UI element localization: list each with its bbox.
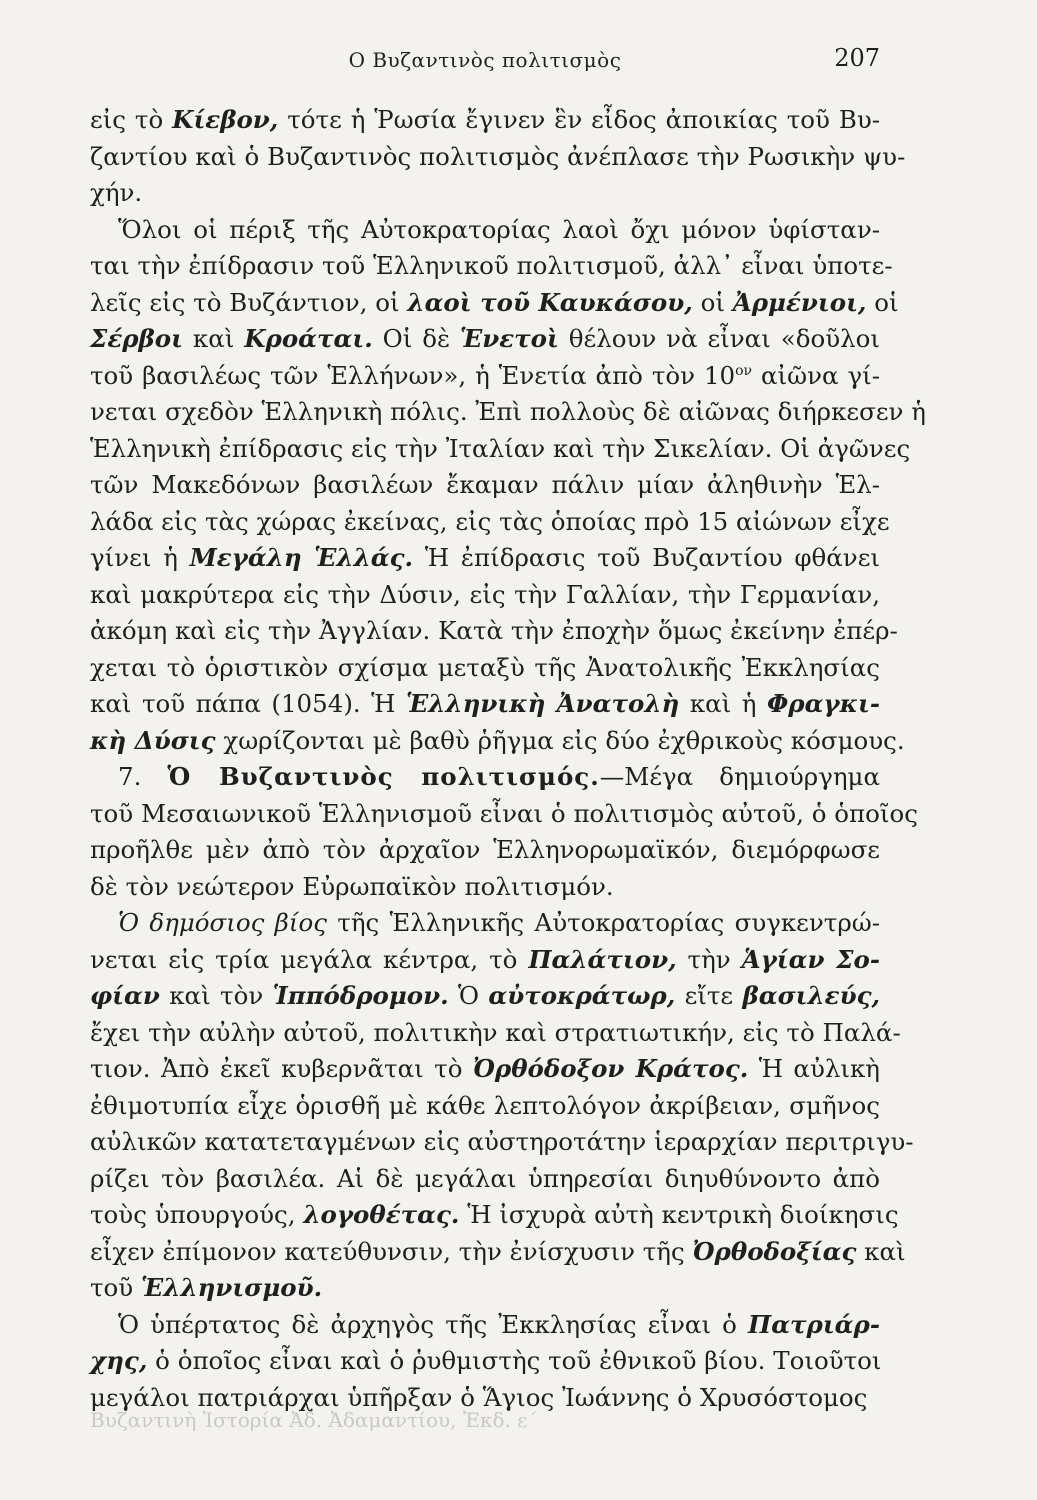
text-line	[90, 540, 880, 577]
text-line	[90, 1270, 880, 1307]
text-run: λεῖς εἰς τὸ Βυζάντιον, οἱ	[90, 287, 408, 317]
text-line	[90, 285, 899, 322]
text-line	[90, 1015, 901, 1052]
text-run: ἀκόμη καὶ εἰς τὴν Ἀγγλίαν. Κατὰ τὴν ἐποχὴν ὅμως ἐκείνην ἐπέρ-	[90, 616, 898, 645]
text-run: τοῦ	[90, 1273, 141, 1302]
text-run: τιον. Ἀπὸ ἐκεῖ κυβερνᾶται τὸ	[90, 1054, 473, 1083]
text-run: —Μέγα δημιούργημα	[599, 762, 880, 791]
text-run: ὁ ὁποῖος εἶναι καὶ ὁ ῥυθμιστὴς τοῦ ἐθνικοῦ βίου. Τοιοῦτοι	[147, 1346, 882, 1375]
emphasized-term: Ἑλληνισμοῦ.	[141, 1273, 323, 1302]
emphasized-term: Ἑνετοὶ	[460, 324, 559, 353]
text-line	[90, 832, 880, 869]
text-run: τῆς Ἑλληνικῆς Αὐτοκρατορίας συγκεντρώ-	[326, 908, 880, 937]
text-line	[90, 1343, 880, 1380]
emphasized-term: Κίεβον,	[172, 105, 279, 134]
text-run: εἴτε	[675, 981, 743, 1010]
text-line	[90, 212, 880, 249]
text-line	[90, 869, 880, 906]
text-line	[90, 613, 898, 650]
text-run: Ὅλοι οἱ πέριξ τῆς Αὐτοκρατορίας λαοὶ ὄχι μόνον ὑφίσταν-	[118, 214, 880, 244]
emphasized-term: αὐτοκράτωρ,	[488, 981, 676, 1010]
emphasized-term: βασιλεύς,	[742, 981, 881, 1010]
emphasized-term: Ὀρθοδοξίας	[692, 1236, 857, 1266]
text-line	[90, 905, 880, 942]
text-line	[90, 248, 893, 285]
text-line	[90, 577, 880, 614]
text-line	[90, 358, 880, 395]
text-line	[90, 504, 890, 541]
text-run: εἰς τὸ	[90, 105, 173, 134]
text-line	[90, 1197, 899, 1234]
text-run: 7.	[118, 762, 168, 791]
text-run: χήν.	[90, 178, 143, 207]
text-line	[90, 321, 880, 358]
text-run: ρίζει τὸν βασιλέα. Αἱ δὲ μεγάλαι ὑπηρεσίαι διηυθύνοντο ἀπὸ	[90, 1163, 880, 1193]
text-run: Ἡ αὐλικὴ	[748, 1054, 880, 1083]
text-run: αὐλικῶν κατατεταγμένων εἰς αὐστηροτάτην ἱεραρχίαν περιτριγυ-	[90, 1127, 914, 1156]
page-number: 207	[834, 44, 880, 72]
italic-term: Ὁ δημόσιος βίος	[118, 908, 327, 937]
text-line	[90, 102, 880, 139]
text-run: καὶ	[182, 324, 245, 353]
text-run: τὴν	[676, 944, 742, 974]
text-line	[90, 978, 880, 1015]
text-run: δὲ τὸν νεώτερον Εὐρωπαϊκὸν πολιτισμόν.	[90, 871, 614, 901]
emphasized-term: Σέρβοι	[90, 324, 183, 353]
text-line	[90, 1088, 880, 1125]
text-line	[90, 467, 880, 504]
text-run: ται τὴν ἐπίδρασιν τοῦ Ἑλληνικοῦ πολιτισμοῦ, ἀλλ᾽ εἶναι ὑποτε-	[90, 251, 893, 280]
emphasized-term: Παλάτιον,	[528, 944, 677, 974]
text-run: εἶχεν ἐπίμονον κατεύθυνσιν, τὴν ἐνίσχυσιν τῆς	[90, 1236, 693, 1266]
emphasized-term: Πατριάρ-	[748, 1309, 880, 1339]
text-run: προῆλθε μὲν ἀπὸ τὸν ἀρχαῖον Ἑλληνορωμαϊκόν, διεμόρφωσε	[90, 835, 880, 864]
text-run: νεται εἰς τρία μεγάλα κέντρα, τὸ	[90, 944, 529, 974]
text-line	[90, 1124, 914, 1161]
emphasized-term: φίαν	[90, 981, 160, 1010]
text-line	[90, 1161, 880, 1198]
emphasized-term: Ἁγίαν Σο-	[741, 944, 880, 974]
text-run: μεγάλοι πατριάρχαι ὑπῆρξαν ὁ Ἅγιος Ἰωάννης ὁ Χρυσόστομος	[90, 1382, 868, 1412]
text-run: τοῦ βασιλέως τῶν Ἑλλήνων», ἡ Ἑνετία ἀπὸ τὸν 10	[90, 360, 736, 390]
text-run: τότε ἡ Ῥωσία ἔγινεν ἓν εἶδος ἀποικίας τοῦ Βυ-	[278, 105, 880, 134]
emphasized-term: Ὀρθόδοξον Κράτος.	[472, 1054, 749, 1083]
emphasized-term: Ἀρμένιοι,	[732, 287, 867, 317]
text-run: Ἑλληνικὴ ἐπίδρασις εἰς τὴν Ἰταλίαν καὶ τὴν Σικελίαν. Οἱ ἀγῶνες	[90, 433, 911, 463]
text-line	[90, 394, 926, 431]
text-run: ζαντίου καὶ ὁ Βυζαντινὸς πολιτισμὸς ἀνέπλασε τὴν Ρωσικὴν ψυ-	[90, 141, 906, 171]
emphasized-term: Κροάται.	[244, 324, 373, 353]
emphasized-term: κὴ Δύσις	[90, 725, 216, 755]
emphasized-term: λαοὶ τοῦ Καυκάσου,	[407, 287, 693, 317]
text-run: λάδα εἰς τὰς χώρας ἐκείνας, εἰς τὰς ὁποίας πρὸ 15 αἰώνων εἶχε	[90, 506, 890, 536]
text-run: Ὁ	[448, 981, 489, 1010]
running-head	[90, 44, 880, 78]
text-line	[90, 686, 880, 723]
emphasized-term: Μεγάλη Ἑλλάς.	[189, 543, 414, 572]
text-run: νεται σχεδὸν Ἑλληνικὴ πόλις. Ἐπὶ πολλοὺς δὲ αἰῶνας διήρκεσεν ἡ	[90, 397, 926, 426]
text-run: καὶ τὸν	[159, 981, 273, 1010]
text-run: τῶν Μακεδόνων βασιλέων ἔκαμαν πάλιν μίαν ἀληθινὴν Ἑλ-	[90, 470, 880, 499]
text-run: Οἱ δὲ	[372, 324, 461, 353]
text-run: καὶ	[856, 1236, 906, 1266]
text-line	[90, 796, 918, 833]
superscript: ον	[735, 362, 753, 379]
text-run: οἱ	[692, 287, 733, 317]
section-heading: Ὁ Βυζαντινὸς πολιτισμός.	[167, 762, 600, 791]
text-run: Ὁ ὑπέρτατος δὲ ἀρχηγὸς τῆς Ἐκκλησίας εἶναι ὁ	[118, 1309, 749, 1339]
text-line	[90, 723, 905, 760]
text-run: ἔχει τὴν αὐλὴν αὐτοῦ, πολιτικὴν καὶ στρατιωτικήν, εἰς τὸ Παλά-	[90, 1017, 901, 1047]
text-run: χωρίζονται μὲ βαθὺ ῥῆγμα εἰς δύο ἐχθρικοὺς κόσμους.	[215, 725, 905, 755]
text-line	[90, 431, 911, 468]
text-line	[90, 139, 906, 176]
text-line	[90, 175, 880, 212]
text-run: γίνει ἡ	[90, 543, 190, 572]
text-line	[90, 650, 880, 687]
text-run: τοῦ Μεσαιωνικοῦ Ἑλληνισμοῦ εἶναι ὁ πολιτισμὸς αὐτοῦ, ὁ ὁποῖος	[90, 798, 918, 828]
text-run: Ἡ ἐπίδρασις τοῦ Βυζαντίου φθάνει	[413, 543, 880, 572]
bleed-through-text: Βυζαντινὴ Ἱστορία Ἀδ. Ἀδαμαντίου, Ἐκδ. ε´	[90, 1408, 538, 1432]
text-line	[90, 1051, 880, 1088]
emphasized-term: λογοθέτας.	[303, 1200, 460, 1229]
emphasized-term: χης,	[90, 1346, 148, 1375]
text-run: καὶ ἡ	[679, 689, 767, 718]
emphasized-term: Ἑλληνικὴ Ἀνατολὴ	[405, 689, 680, 718]
text-run: θέλουν νὰ εἶναι «δοῦλοι	[558, 324, 880, 353]
emphasized-term: Ἱππόδρομον.	[272, 981, 449, 1010]
emphasized-term: Φραγκι-	[766, 689, 880, 718]
text-line	[90, 1234, 906, 1271]
text-line	[90, 942, 880, 979]
text-run: τοὺς ὑπουργούς,	[90, 1200, 304, 1229]
text-run: ἐθιμοτυπία εἶχε ὁρισθῆ μὲ κάθε λεπτολόγον ἀκρίβειαν, σμῆνος	[90, 1090, 880, 1120]
text-run: οἱ	[866, 287, 899, 317]
text-line	[90, 759, 880, 796]
text-line	[90, 1307, 880, 1344]
text-run: καὶ μακρύτερα εἰς τὴν Δύσιν, εἰς τὴν Γαλλίαν, τὴν Γερμανίαν,	[90, 579, 880, 609]
text-run: καὶ τοῦ πάπα (1054). Ἡ	[90, 689, 406, 718]
text-run: αἰῶνα γί-	[752, 360, 880, 390]
running-head-title: Ο Βυζαντινὸς πολιτισμὸς	[348, 48, 622, 72]
text-run: Ἡ ἰσχυρὰ αὐτὴ κεντρικὴ διοίκησις	[459, 1200, 899, 1229]
body-text	[90, 102, 926, 1416]
text-run: χεται τὸ ὁριστικὸν σχίσμα μεταξὺ τῆς Ἀνατολικῆς Ἐκκλησίας	[90, 652, 880, 682]
